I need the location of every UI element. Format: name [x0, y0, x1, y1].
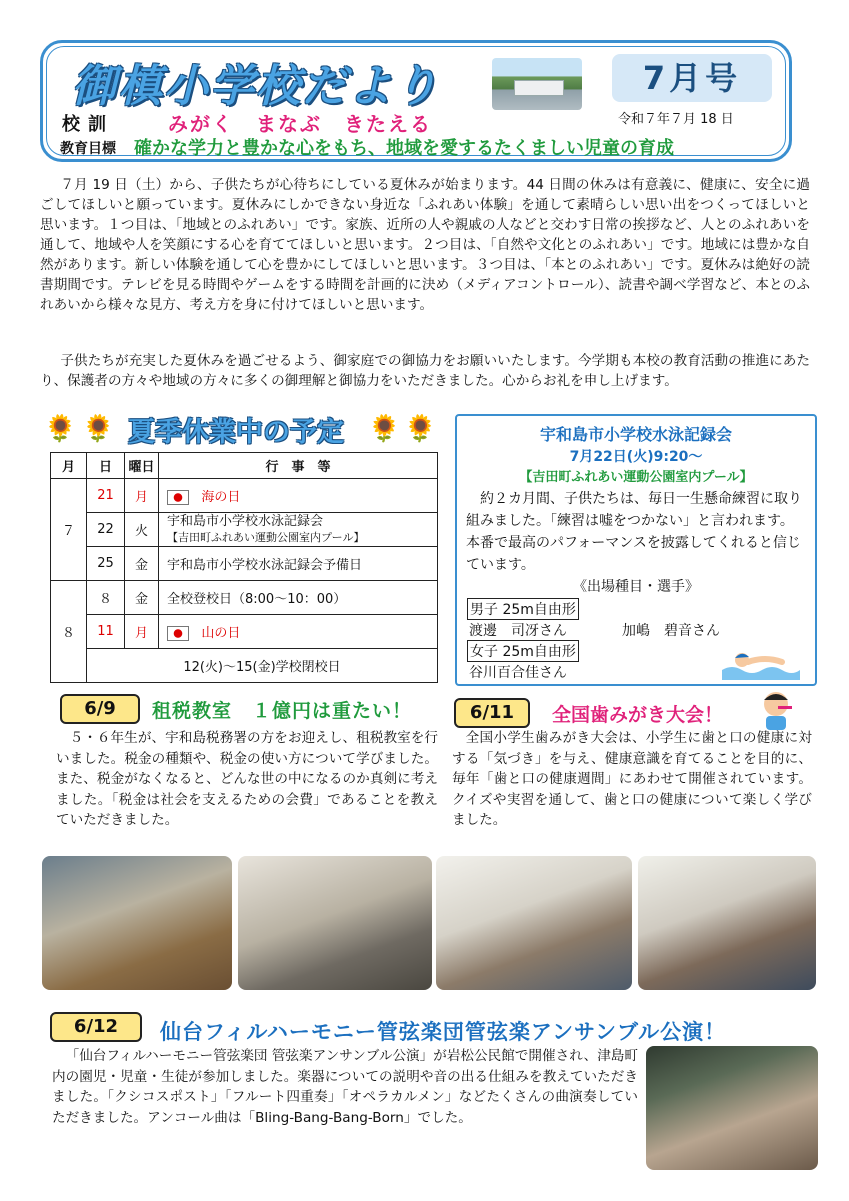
orchestra-heading: 仙台フィルハーモニー管弦楽団管弦楽アンサンブル公演！	[160, 1020, 727, 1044]
day-cell: 11	[87, 615, 125, 649]
teeth-date-tag: 6/11	[454, 698, 530, 728]
sunflower-icon: 🌻	[368, 414, 401, 444]
swim-description: 約２カ月間、子供たちは、毎日一生懸命練習に取り組みました。｢練習は嘘をつかない」と言われます。本番で最高のパフォーマンスを披露してくれると信じています。	[466, 491, 802, 573]
tax-date-tag: 6/9	[60, 694, 140, 724]
day-cell: 22	[87, 513, 125, 547]
day-cell: ８	[87, 581, 125, 615]
orchestra-text: 「仙台フィルハーモニー管弦楽団 管弦楽アンサンブル公演」が岩松公民館で開催され、津島町内の園児・児童・生徒が参加しました。楽器についての説明や音の出る仕組みを教えていただきました。「クシコスポスト」「フルート四重奏」「オペラカルメン」などたくさんの曲演奏していただきました。アンコール曲は「Bling-Bang-Bang-Born」でした。	[52, 1048, 638, 1126]
sunflower-icon: 🌻	[82, 414, 115, 444]
schedule-table	[50, 452, 438, 683]
tax-class-photo-2	[238, 856, 432, 990]
table-row	[51, 581, 438, 615]
event-cell: 全校登校日（8:00～10：00）	[159, 581, 438, 615]
teeth-text: 全国小学生歯みがき大会は、小学生に歯と口の健康に対する「気づき」を与え、健康意識を育てることを目的に、毎年「歯と口の健康週間」にあわせて開催されています。クイズや実習を通して、歯と口の健康について楽しく学びました。	[452, 730, 812, 828]
table-row	[51, 649, 438, 683]
sunflower-icon: 🌻	[44, 414, 77, 444]
educational-goal: 確かな学力と豊かな心をもち、地域を愛するたくましい児童の育成	[134, 138, 674, 159]
schedule-title: 夏季休業中の予定	[128, 417, 344, 448]
swim-entries-heading: 《出場種目・選手》	[573, 579, 699, 595]
day-cell: 21	[87, 479, 125, 513]
table-row	[51, 547, 438, 581]
weekday-cell: 金	[125, 547, 159, 581]
school-building-photo	[492, 58, 582, 110]
girls-event-label: 女子 25m自由形	[467, 640, 579, 662]
table-row	[51, 479, 438, 513]
sunflower-icon: 🌻	[404, 414, 437, 444]
swim-date: 7月22日(火)9:20～	[569, 449, 703, 465]
day-cell: 25	[87, 547, 125, 581]
orchestra-photo	[646, 1046, 818, 1170]
table-row	[51, 513, 438, 547]
motto-label: 校訓	[62, 114, 114, 135]
toothbrush-kid-icon	[756, 688, 796, 732]
japan-flag-icon	[167, 490, 189, 505]
event-cell: 宇和島市小学校水泳記録会	[167, 513, 324, 529]
event-cell: 宇和島市小学校水泳記録会予備日	[159, 547, 438, 581]
boys-swimmer-2: 加嶋 碧音さん	[622, 623, 720, 639]
teeth-heading: 全国歯みがき大会！	[552, 704, 724, 726]
tax-class-photo	[42, 856, 232, 990]
girls-swimmer-1: 谷川百合佳さん	[469, 665, 567, 681]
newsletter-title: 御槙小学校だより	[72, 61, 440, 112]
swim-venue: 【吉田町ふれあい運動公園室内プール】	[519, 470, 753, 485]
toothbrushing-photo	[436, 856, 632, 990]
month-cell: ７	[51, 479, 87, 581]
school-motto: みがく まなぶ きたえる	[168, 112, 432, 136]
weekday-cell: 月	[125, 479, 159, 513]
weekday-cell: 月	[125, 615, 159, 649]
boys-event-label: 男子 25m自由形	[467, 598, 579, 620]
month-issue: 7月号	[612, 54, 772, 102]
col-weekday: 曜日	[125, 453, 159, 479]
goal-label: 教育目標	[60, 141, 116, 157]
boys-swimmer-1: 渡邊 司冴さん	[469, 623, 567, 639]
month-cell: ８	[51, 581, 87, 683]
col-day: 日	[87, 453, 125, 479]
issue-date: 令和７年７月 18 日	[618, 112, 734, 127]
col-event: 行 事 等	[159, 453, 438, 479]
col-month: 月	[51, 453, 87, 479]
intro-paragraph-2: 子供たちが充実した夏休みを過ごせるよう、御家庭での御協力をお願いいたします。今学期も本校の教育活動の推進にあたり、保護者の方々や地域の方々に多くの御理解と御協力をいただきました。心からお礼を申し上げます。	[40, 353, 810, 389]
event-cell: 山の日	[201, 626, 241, 641]
tax-heading: 租税教室 １億円は重たい！	[152, 700, 413, 722]
swimmer-icon	[720, 640, 800, 680]
event-cell: 12(火)～15(金)学校閉校日	[87, 649, 438, 683]
intro-paragraph-1: ７月 19 日（土）から、子供たちが心待ちにしている夏休みが始まります。44 日間の休みは有意義に、健康に、安全に過ごしてほしいと願っています。夏休みにしかできない身近な「ふれあい体験」を通して素晴らしい思い出をつくってほしいと思います。１つ目は、「地域とのふれあい」です。家族、近所の人や親戚の人などと交わす日常の挨拶など、人とのふれあいを通して、地域や人を笑顔にする心を育ててほしいと思います。２つ目は、「自然や文化とのふれあい」です。地域には豊かな自然があります。新しい体験を通して心を豊かにしてほしいと思います。３つ目は、「本とのふれあい」です。夏休みは絶好の読書期間です。テレビを見る時間やゲームをする時間を計画的に決め（メディアコントロール）、読書や調べ学習など、本とのふれあいから様々な見方、考え方を身に付けてほしいと思います。	[40, 177, 810, 313]
japan-flag-icon	[167, 626, 189, 641]
toothbrushing-photo-2	[638, 856, 816, 990]
event-sub-cell: 【吉田町ふれあい運動公園室内プール】	[167, 530, 365, 544]
table-row	[51, 615, 438, 649]
weekday-cell: 金	[125, 581, 159, 615]
event-cell: 海の日	[201, 490, 241, 505]
tax-text: ５・６年生が、宇和島税務署の方をお迎えし、租税教室を行いました。税金の種類や、税金の使い方について学びました。また、税金がなくなると、どんな世の中になるのか真剣に考えました。「税金は社会を支えるための会費」であることを教えていただきました。	[56, 730, 438, 828]
orchestra-date-tag: 6/12	[50, 1012, 142, 1042]
weekday-cell: 火	[125, 513, 159, 547]
swim-title: 宇和島市小学校水泳記録会	[539, 425, 732, 444]
